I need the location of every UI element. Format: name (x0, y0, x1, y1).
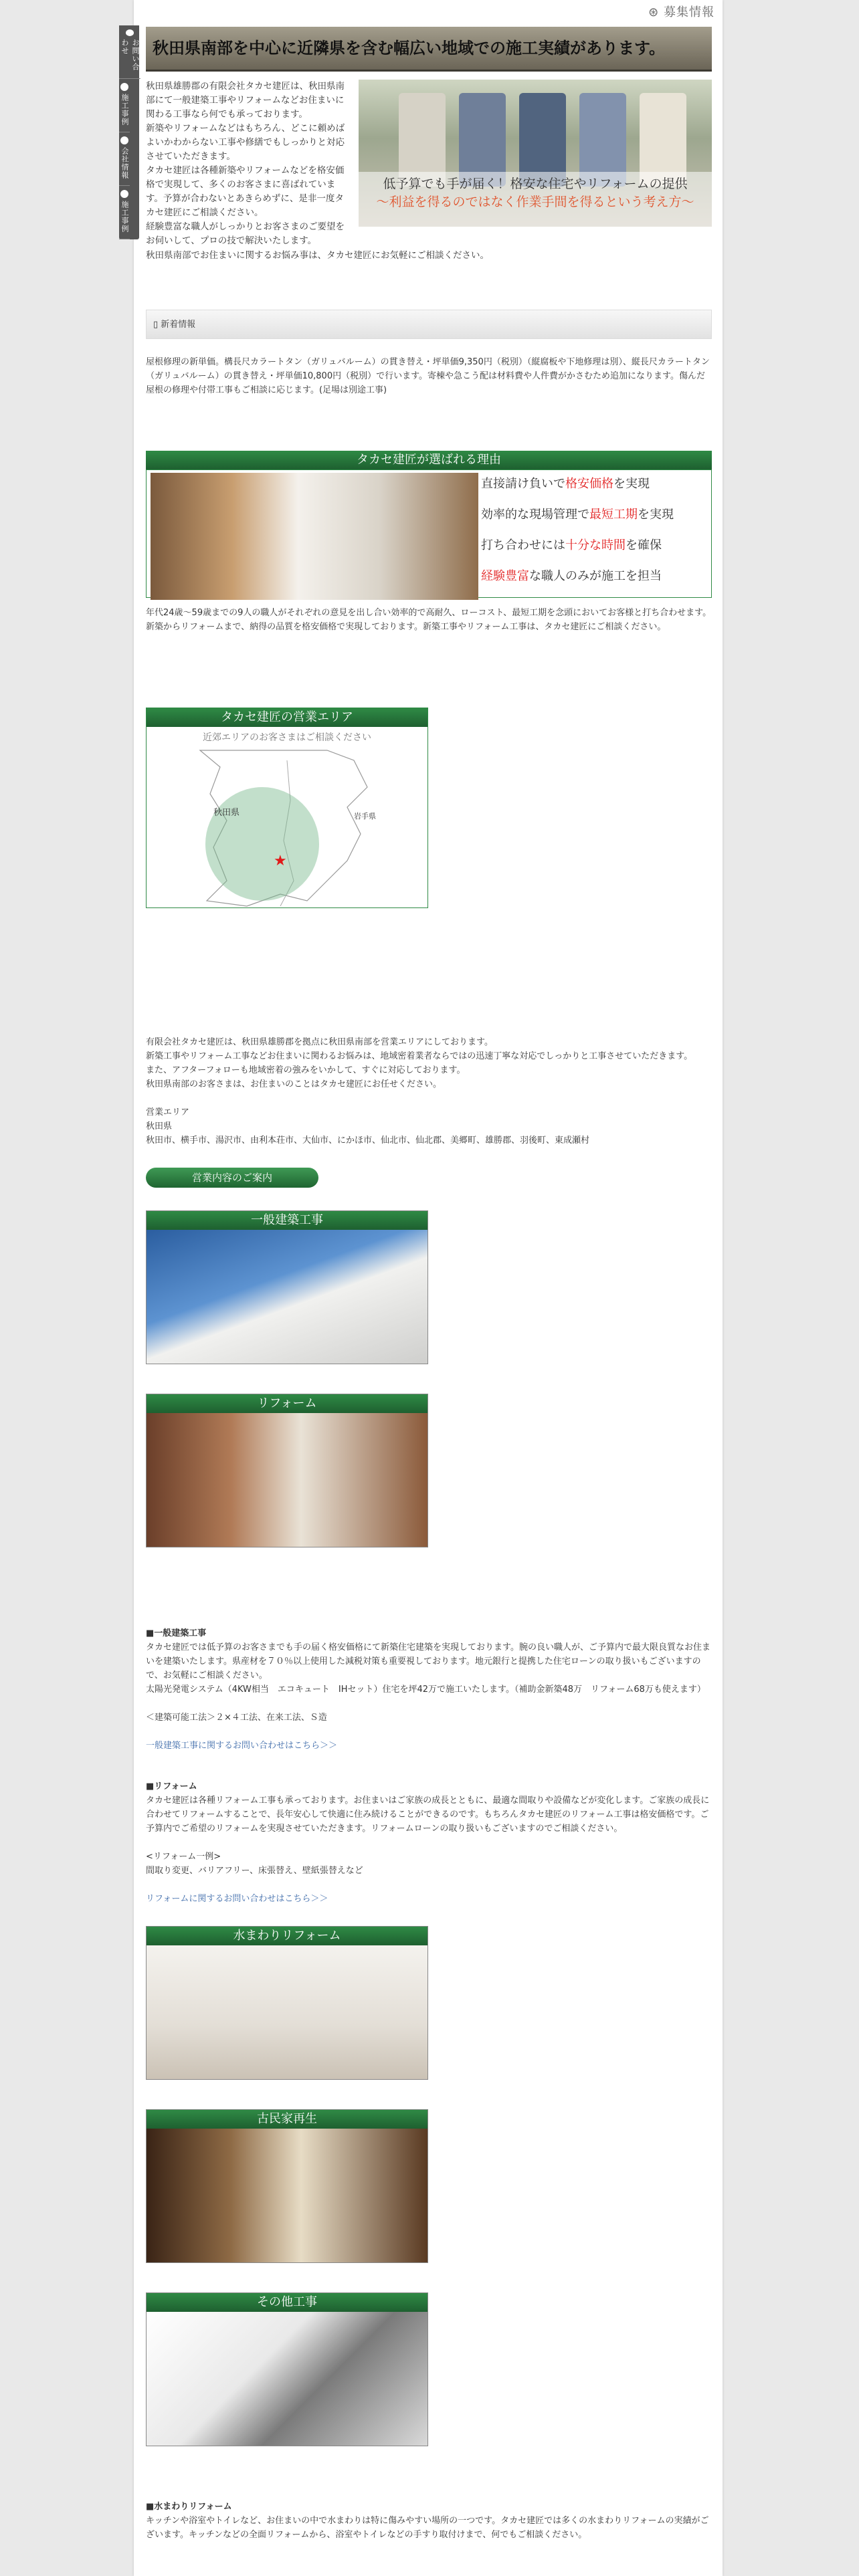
living-room-photo (147, 1413, 427, 1547)
side-tab-contact[interactable]: お問い合わせ (119, 25, 140, 79)
house-icon (120, 83, 128, 91)
reason-item: 打ち合わせには十分な時間を確保 (481, 538, 662, 552)
intro-last: 秋田県南部でお住まいに関するお悩み事は、タカセ建匠にお気軽にご相談ください。 (146, 250, 489, 261)
hammer-photo (147, 2312, 427, 2446)
area-title: タカセ建匠の営業エリア (147, 708, 427, 727)
main-content (146, 27, 712, 2542)
side-tabs (119, 25, 139, 239)
side-tab-company[interactable]: 会社情報 (119, 132, 130, 186)
water-section: ■水まわりリフォーム キッチンや浴室やトイレなど、お住まいの中で水まわりは特に傷みやすい場所の一つです。タカセ建匠では多くの水まわりリフォームの実績がございます。キッチンなどの全面リフォームから、浴室やトイレなどの手すり取付けまで、何でもご相談ください。 (146, 2502, 709, 2540)
side-tab-works-2[interactable]: 施工事例 (119, 186, 130, 239)
reason-list (481, 477, 708, 600)
family-photo (359, 80, 712, 227)
news-body: 屋根修理の新単価。構長尺カラートタン（ガリュバルーム）の貫き替え・坪単価9,350円（税別）（縦腐板や下地修理は別）、縦長尺カラートタン（ガリュバルーム）の貫き替え・坪単価10,800円（税別）で行います。寄棟や急こう配は材料費や人件費がかさむため追加になります。傷んだ屋根の修理や付帯工事もご相談に応じます。(足場は別途工事) (146, 357, 710, 395)
japanese-room-photo (147, 2129, 427, 2262)
area-body: 有限会社タカセ建匠は、秋田県雄勝郡を拠点に秋田県南部を営業エリアにしております。 新築工事やリフォーム工事などお住まいに関わるお悩みは、地域密着業者ならではの迅速丁寧な対応でしっかりと工事させていただきます。 また、アフターフォローも地域密着の強みをいかして、すぐに対応しております。 秋田県南部のお客さまは、お住まいのことはタカセ建匠にお任せください。 営業エリア 秋田県 秋田市、横手市、湯沢市、由利本荘市、大仙市、にかほ市、仙北市、仙北郡、美郷町、雄勝郡、羽後町、東成瀬村 (146, 1037, 693, 1146)
area-box (146, 708, 428, 908)
mail-icon (126, 29, 134, 36)
reason-title: タカセ建匠が選ばれる理由 (146, 451, 712, 469)
news-bullet-icon: ▯ (153, 319, 159, 330)
top-logo[interactable] (648, 3, 714, 20)
services-pill: 営業内容のご案内 (146, 1168, 318, 1188)
intro-line: 新築やリフォームなどはもちろん、どこに頼めばよいかわからない工事や修繕でもしっかりと対応させていただきます。 (146, 123, 345, 162)
reason-item: 経験豊富な職人のみが施工を担当 (481, 569, 662, 583)
intro-caption: 低予算でも手が届く！格安な住宅やリフォームの提供 〜利益を得るのではなく作業手間を得るという考え方〜 (359, 172, 712, 227)
reform-contact-link[interactable]: リフォームに関するお問い合わせはこちら＞＞ (146, 1894, 328, 1904)
area-map: 近郊エリアのお客さまはご相談ください 秋田県 岩手県 ★ (147, 727, 427, 907)
house-exterior-photo (147, 1230, 427, 1364)
page (120, 0, 723, 2576)
news-header: ▯ 新着情報 (146, 310, 712, 339)
intro-line: タカセ建匠は各種新築やリフォームなどを格安価格で実現して、多くのお客さまに喜ばれています。予算が合わないとあきらめずに、是非一度タカセ建匠にご相談ください。 (146, 165, 345, 218)
service-old-house[interactable]: 古民家再生 (146, 2109, 428, 2263)
tools-icon (120, 190, 128, 198)
building-icon (120, 136, 128, 144)
intro-text (146, 80, 350, 248)
location-star-icon: ★ (274, 853, 287, 869)
service-general[interactable]: 一般建築工事 (146, 1210, 428, 1364)
reason-item: 直接請け負いで格安価格を実現 (481, 477, 650, 491)
reason-item: 効率的な現場管理で最短工期を実現 (481, 508, 674, 522)
reason-body: 年代24歳〜59歳までの9人の職人がそれぞれの意見を出し合い効率的で高耐久、ローコスト、最短工期を念頭においてお客様と打ち合わせます。新築からリフォームまで、納得の品質を格安価格で実現しております。新築工事やリフォーム工事は、タカセ建匠にご相談ください。 (146, 608, 712, 632)
side-tab-works[interactable]: 施工事例 (119, 79, 130, 132)
reason-box (146, 469, 712, 598)
service-area-circle (205, 787, 319, 901)
general-section: ■一般建築工事 タカセ建匠では低予算のお客さまでも手の届く格安価格にて新築住宅建築を実現しております。腕の良い職人が、ご予算内で最大限良質なお住まいを建築いたします。県産材を７０％以上使用した減税対策も重要視しております。地元銀行と提携した住宅ローンの取り扱いもございますので、お気軽にご相談ください。 太陽光発電システム（4KW相当 エコキュート IHセット）住宅を坪42万で施工いたします。（補助金新築48万 リフォーム68万も使えます） ＜建築可能工法＞２×４工法、在来工法、Ｓ造 一般建築工事に関するお問い合わせはこちら＞＞ (146, 1626, 712, 1753)
interior-photo (151, 473, 478, 600)
reform-section: ■リフォーム タカセ建匠は各種リフォーム工事も承っております。お住まいはご家族の成長とともに、最適な間取りや設備などが変化します。ご家族の成長に合わせてリフォームすることで、長年安心して快適に住み続けることができるのです。もちろんタカセ建匠のリフォーム工事は格安価格です。ご予算内でご希望のリフォームを実現させていただきます。リフォームローンの取り扱いもございますのでご相談ください。 <リフォーム一例> 間取り変更、バリアフリー、床張替え、壁紙張替えなど リフォームに関するお問い合わせはこちら＞＞ (146, 1780, 712, 1906)
intro-line: 秋田県雄勝郡の有限会社タカセ建匠は、秋田県南部にて一般建築工事やリフォームなどお住まいに関わる工事なら何でも承っております。 (146, 81, 345, 120)
logo-icon: ⊛ (648, 5, 660, 19)
service-water[interactable]: 水まわりリフォーム (146, 1926, 428, 2080)
hero-title: 秋田県南部を中心に近隣県を含む幅広い地域での施工実績があります。 (146, 27, 712, 72)
service-other[interactable]: その他工事 (146, 2292, 428, 2446)
bathroom-photo (147, 1945, 427, 2079)
intro-section (146, 80, 712, 274)
top-logo-text: 募集情報 (664, 5, 714, 19)
service-reform[interactable]: リフォーム (146, 1394, 428, 1547)
intro-line: 経験豊富な職人がしっかりとお客さまのご要望をお伺いして、プロの技で解決いたします。 (146, 221, 345, 246)
general-contact-link[interactable]: 一般建築工事に関するお問い合わせはこちら＞＞ (146, 1741, 338, 1751)
